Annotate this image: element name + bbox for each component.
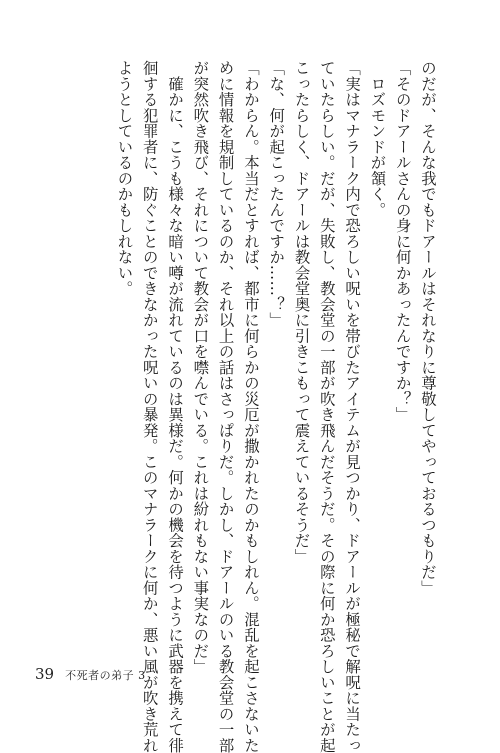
page-footer (35, 665, 146, 683)
body-text (111, 60, 440, 753)
text-line: めに情報を規制しているのか、それ以上の話はさっぱりだ。しかし、ドアールのいる教会堂の一部 (216, 60, 235, 753)
text-line: 徊する犯罪者に、防ぐことのできなかった呪いの暴発。このマナラークに何か、悪い風が吹き荒れ (140, 60, 159, 753)
text-line: ていたらしい。だが、失敗し、教会堂の一部が吹き飛んだそうだ。その際に何か恐ろしいことが起 (317, 60, 336, 753)
text-line: 「な、何が起こったんですか……？」 (267, 60, 286, 328)
book-title: 不死者の弟子 3 (65, 669, 146, 682)
text-line: 確かに、こうも様々な暗い噂が流れているのは異様だ。何かの機会を待つように武器を携えて徘 (166, 60, 185, 753)
text-line: が突然吹き飛び、それについて教会が口を噤んでいる。これは紛れもない事実なのだ」 (191, 60, 210, 675)
text-line: 「わからん。本当だとすれば、都市に何らかの災厄が撒かれたのかもしれん。混乱を起こさないた (241, 60, 260, 753)
text-line: ロズモンドが頷く。 (368, 60, 387, 218)
page-number: 39 (35, 665, 55, 683)
text-line: のだが、そんな我でもドアールはそれなりに尊敬してやっておるつもりだ」 (419, 60, 437, 596)
text-line: 「そのドアールさんの身に何かあったんですか？」 (393, 60, 412, 423)
text-line: こったらしく、ドアールは教会堂奥に引きこもって震えているそうだ」 (292, 60, 311, 564)
text-line: ようとしているのかもしれない。 (115, 60, 134, 297)
text-line: 「実はマナラーク内で恐ろしい呪いを帯びたアイテムが見つかり、ドアールが極秘で解呪に当たっ (343, 60, 362, 753)
